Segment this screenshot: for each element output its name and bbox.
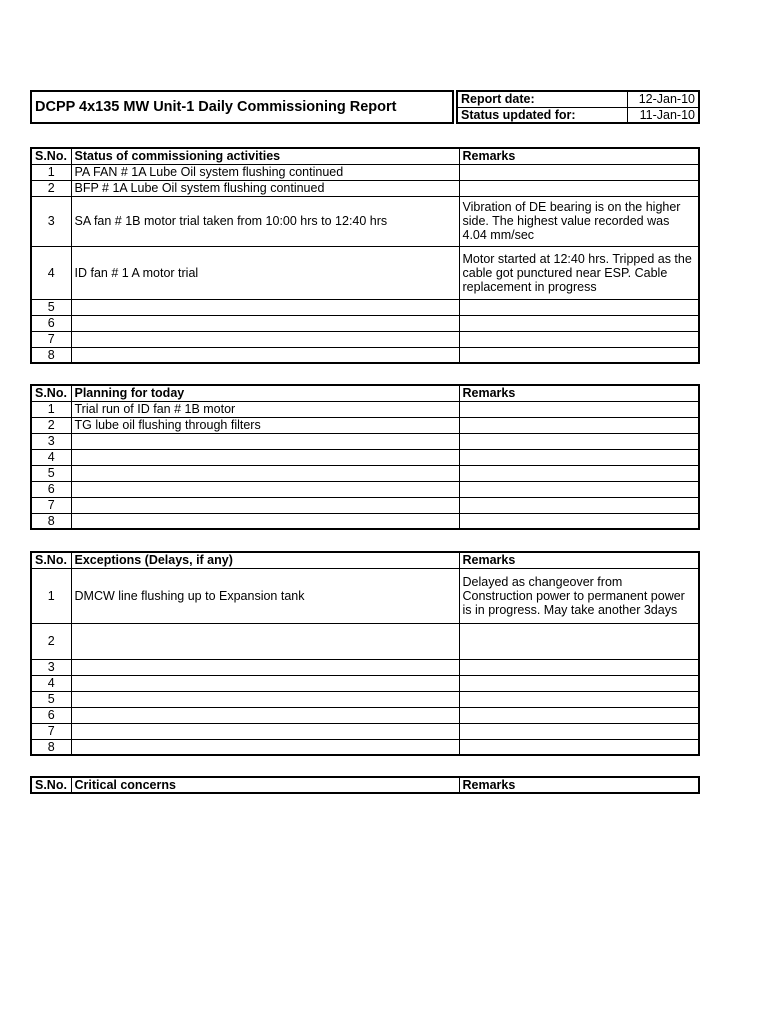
row-activity: DMCW line flushing up to Expansion tank <box>71 568 459 623</box>
table-row <box>31 449 699 465</box>
row-sno: 1 <box>31 568 71 623</box>
remarks-header: Remarks <box>459 148 699 164</box>
row-activity <box>71 449 459 465</box>
row-remarks <box>459 723 699 739</box>
row-sno: 8 <box>31 513 71 529</box>
row-remarks: Delayed as changeover from Construction power to permanent power is in progress. May take another 3days <box>459 568 699 623</box>
table-row <box>31 691 699 707</box>
table-row <box>31 315 699 331</box>
activities-header: Status of commissioning activities <box>71 148 459 164</box>
row-activity <box>71 739 459 755</box>
table-header-row <box>31 777 699 793</box>
sno-header: S.No. <box>31 148 71 164</box>
planning-header: Planning for today <box>71 385 459 401</box>
row-activity <box>71 659 459 675</box>
row-sno: 7 <box>31 331 71 347</box>
row-activity: SA fan # 1B motor trial taken from 10:00 hrs to 12:40 hrs <box>71 196 459 246</box>
row-remarks <box>459 465 699 481</box>
table-row <box>31 331 699 347</box>
row-sno: 8 <box>31 347 71 363</box>
table-row <box>31 401 699 417</box>
row-remarks <box>459 401 699 417</box>
row-remarks <box>459 164 699 180</box>
remarks-header: Remarks <box>459 385 699 401</box>
row-activity <box>71 623 459 659</box>
critical-concerns-table <box>30 776 700 794</box>
table-row <box>31 180 699 196</box>
row-activity <box>71 347 459 363</box>
status-updated-value: 11-Jan-10 <box>627 107 699 123</box>
row-sno: 6 <box>31 481 71 497</box>
row-remarks <box>459 180 699 196</box>
sno-header: S.No. <box>31 552 71 568</box>
table-row <box>31 497 699 513</box>
row-sno: 5 <box>31 465 71 481</box>
row-remarks <box>459 707 699 723</box>
critical-concerns-header: Critical concerns <box>71 777 459 793</box>
report-date-label: Report date: <box>457 91 627 107</box>
row-activity: TG lube oil flushing through filters <box>71 417 459 433</box>
table-row <box>31 481 699 497</box>
row-activity <box>71 707 459 723</box>
table-row <box>31 623 699 659</box>
row-sno: 7 <box>31 497 71 513</box>
row-activity <box>71 497 459 513</box>
report-date-table <box>456 90 700 124</box>
table-row <box>31 723 699 739</box>
row-remarks <box>459 659 699 675</box>
report-date-value: 12-Jan-10 <box>627 91 699 107</box>
row-sno: 1 <box>31 164 71 180</box>
row-remarks <box>459 623 699 659</box>
remarks-header: Remarks <box>459 552 699 568</box>
table-header-row <box>31 552 699 568</box>
row-remarks <box>459 417 699 433</box>
row-activity: PA FAN # 1A Lube Oil system flushing continued <box>71 164 459 180</box>
table-row <box>31 513 699 529</box>
row-sno: 7 <box>31 723 71 739</box>
row-sno: 5 <box>31 691 71 707</box>
table-row <box>31 196 699 246</box>
table-row <box>31 246 699 299</box>
sno-header: S.No. <box>31 385 71 401</box>
exceptions-table <box>30 551 700 756</box>
row-remarks <box>459 449 699 465</box>
row-activity: Trial run of ID fan # 1B motor <box>71 401 459 417</box>
row-remarks: Vibration of DE bearing is on the higher side. The highest value recorded was 4.04 mm/sec <box>459 196 699 246</box>
row-sno: 2 <box>31 623 71 659</box>
row-remarks <box>459 675 699 691</box>
table-row <box>31 659 699 675</box>
table-row <box>31 675 699 691</box>
row-sno: 3 <box>31 196 71 246</box>
commissioning-status-table <box>30 147 700 364</box>
table-row <box>31 465 699 481</box>
row-activity <box>71 331 459 347</box>
table-row <box>31 739 699 755</box>
row-activity <box>71 433 459 449</box>
row-sno: 5 <box>31 299 71 315</box>
table-row <box>31 299 699 315</box>
row-sno: 8 <box>31 739 71 755</box>
row-activity <box>71 675 459 691</box>
row-sno: 4 <box>31 449 71 465</box>
row-sno: 2 <box>31 180 71 196</box>
exceptions-header: Exceptions (Delays, if any) <box>71 552 459 568</box>
report-title: DCPP 4x135 MW Unit-1 Daily Commissioning Report <box>30 90 454 124</box>
table-row <box>31 707 699 723</box>
row-activity <box>71 723 459 739</box>
row-remarks <box>459 347 699 363</box>
row-remarks <box>459 513 699 529</box>
table-row <box>31 164 699 180</box>
table-header-row <box>31 148 699 164</box>
row-sno: 6 <box>31 707 71 723</box>
row-remarks <box>459 481 699 497</box>
row-sno: 1 <box>31 401 71 417</box>
table-row <box>31 568 699 623</box>
sno-header: S.No. <box>31 777 71 793</box>
table-row <box>31 417 699 433</box>
row-activity: ID fan # 1 A motor trial <box>71 246 459 299</box>
row-activity: BFP # 1A Lube Oil system flushing continued <box>71 180 459 196</box>
row-remarks <box>459 497 699 513</box>
table-header-row <box>31 385 699 401</box>
row-sno: 6 <box>31 315 71 331</box>
table-row <box>31 347 699 363</box>
row-remarks: Motor started at 12:40 hrs. Tripped as the cable got punctured near ESP. Cable replacement in progress <box>459 246 699 299</box>
row-sno: 3 <box>31 433 71 449</box>
planning-table <box>30 384 700 530</box>
remarks-header: Remarks <box>459 777 699 793</box>
row-remarks <box>459 691 699 707</box>
row-activity <box>71 513 459 529</box>
row-sno: 2 <box>31 417 71 433</box>
row-sno: 4 <box>31 675 71 691</box>
row-remarks <box>459 299 699 315</box>
table-row <box>31 433 699 449</box>
row-activity <box>71 315 459 331</box>
row-activity <box>71 299 459 315</box>
row-sno: 4 <box>31 246 71 299</box>
row-activity <box>71 465 459 481</box>
row-activity <box>71 691 459 707</box>
row-activity <box>71 481 459 497</box>
status-updated-label: Status updated for: <box>457 107 627 123</box>
row-sno: 3 <box>31 659 71 675</box>
row-remarks <box>459 315 699 331</box>
row-remarks <box>459 331 699 347</box>
row-remarks <box>459 433 699 449</box>
row-remarks <box>459 739 699 755</box>
